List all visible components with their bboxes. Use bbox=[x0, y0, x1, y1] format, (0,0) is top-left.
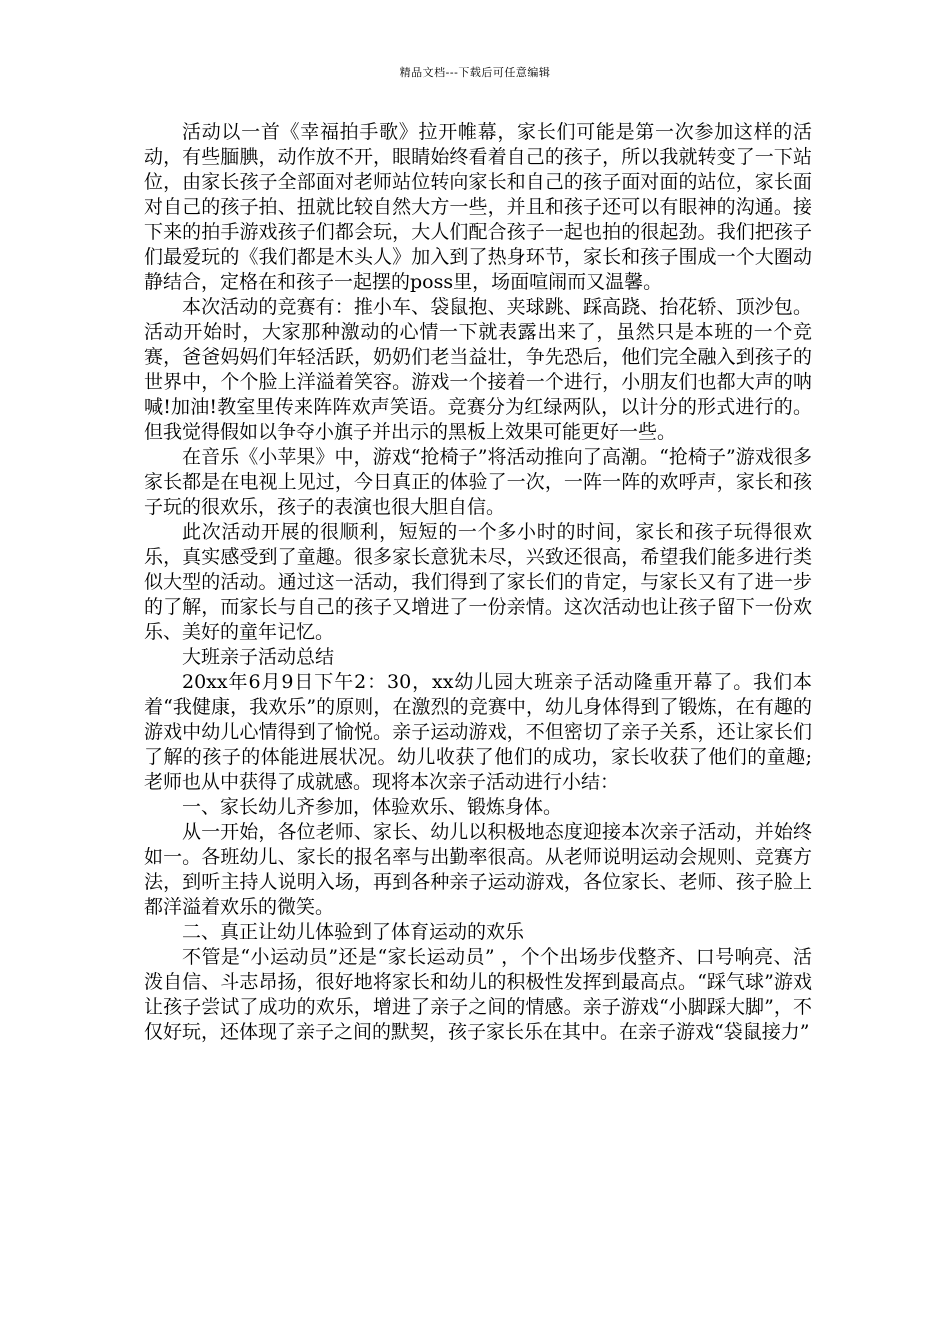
document-body bbox=[144, 120, 812, 1045]
heading-point-one: 一、家长幼儿齐参加，体验欢乐、锻炼身体。 bbox=[182, 796, 563, 818]
heading-point-two: 二、真正让幼儿体验到了体育运动的欢乐 bbox=[182, 921, 525, 943]
paragraph-event-intro: 20xx年6月9日下午2：30，xx幼儿园大班亲子活动隆重开幕了。我们本着“我健康，我欢乐”的原则，在激烈的竞赛中，幼儿身体得到了锻炼，在有趣的游戏中幼儿心情得到了愉悦。亲子运动游戏，不但密切了亲子关系，还让家长们了解的孩子的体能进展状况。幼儿收获了他们的成功，家长收获了他们的童趣;老师也从中获得了成就感。现将本次亲子活动进行小结： bbox=[144, 671, 812, 793]
paragraph-participation: 从一开始，各位老师、家长、幼儿以积极地态度迎接本次亲子活动，并始终如一。各班幼儿、家长的报名率与出勤率很高。从老师说明运动会规则、竞赛方法，到听主持人说明入场，再到各种亲子运动游戏，各位家长、老师、孩子脸上都洋溢着欢乐的微笑。 bbox=[144, 821, 812, 918]
paragraph-competitions: 本次活动的竞赛有：推小车、袋鼠抱、夹球跳、踩高跷、抬花轿、顶沙包。活动开始时，大家那种激动的心情一下就表露出来了，虽然只是本班的一个竞赛，爸爸妈妈们年轻活跃，奶奶们老当益壮，争先恐后，他们完全融入到孩子的世界中，个个脸上洋溢着笑容。游戏一个接着一个进行，小朋友们也都大声的呐喊!加油!教室里传来阵阵欢声笑语。竞赛分为红绿两队，以计分的形式进行的。但我觉得假如以争夺小旗子并出示的黑板上效果可能更好一些。 bbox=[144, 296, 812, 443]
paragraph-musical-chairs: 在音乐《小苹果》中，游戏“抢椅子”将活动推向了高潮。“抢椅子”游戏很多家长都是在电视上见过，今日真正的体验了一次，一阵一阵的欢呼声，家长和孩子玩的很欢乐，孩子的表演也很大胆自信。 bbox=[144, 446, 812, 518]
page-header: 精品文档---下载后可任意编辑 bbox=[399, 66, 551, 79]
section-title: 大班亲子活动总结 bbox=[182, 646, 335, 668]
paragraph-opening-song: 活动以一首《幸福拍手歌》拉开帷幕，家长们可能是第一次参加这样的活动，有些腼腆，动作放不开，眼睛始终看着自己的孩子，所以我就转变了一下站位，由家长孩子全部面对老师站位转向家长和自己的孩子面对面的站位，家长面对自己的孩子拍、扭就比较自然大方一些，并且和孩子还可以有眼神的沟通。接下来的拍手游戏孩子们都会玩，大人们配合孩子一起也拍的很起劲。我们把孩子们最爱玩的《我们都是木头人》加入到了热身环节，家长和孩子围成一个大圈动静结合，定格在和孩子一起摆的poss里，场面喧闹而又温馨。 bbox=[144, 121, 812, 293]
paragraph-summary: 此次活动开展的很顺利，短短的一个多小时的时间，家长和孩子玩得很欢乐，真实感受到了童趣。很多家长意犹未尽，兴致还很高，希望我们能多进行类似大型的活动。通过这一活动，我们得到了家长们的肯定，与家长又有了进一步的了解，而家长与自己的孩子又增进了一份亲情。这次活动也让孩子留下一份欢乐、美好的童年记忆。 bbox=[144, 521, 812, 643]
paragraph-sports-joy: 不管是“小运动员”还是“家长运动员” ，个个出场步伐整齐、口号响亮、活泼自信、斗志昂扬，很好地将家长和幼儿的积极性发挥到最高点。“踩气球”游戏让孩子尝试了成功的欢乐，增进了亲子之间的情感。亲子游戏“小脚踩大脚”，不仅好玩，还体现了亲子之间的默契，孩子家长乐在其中。在亲子游戏“袋鼠接力” bbox=[144, 946, 812, 1043]
